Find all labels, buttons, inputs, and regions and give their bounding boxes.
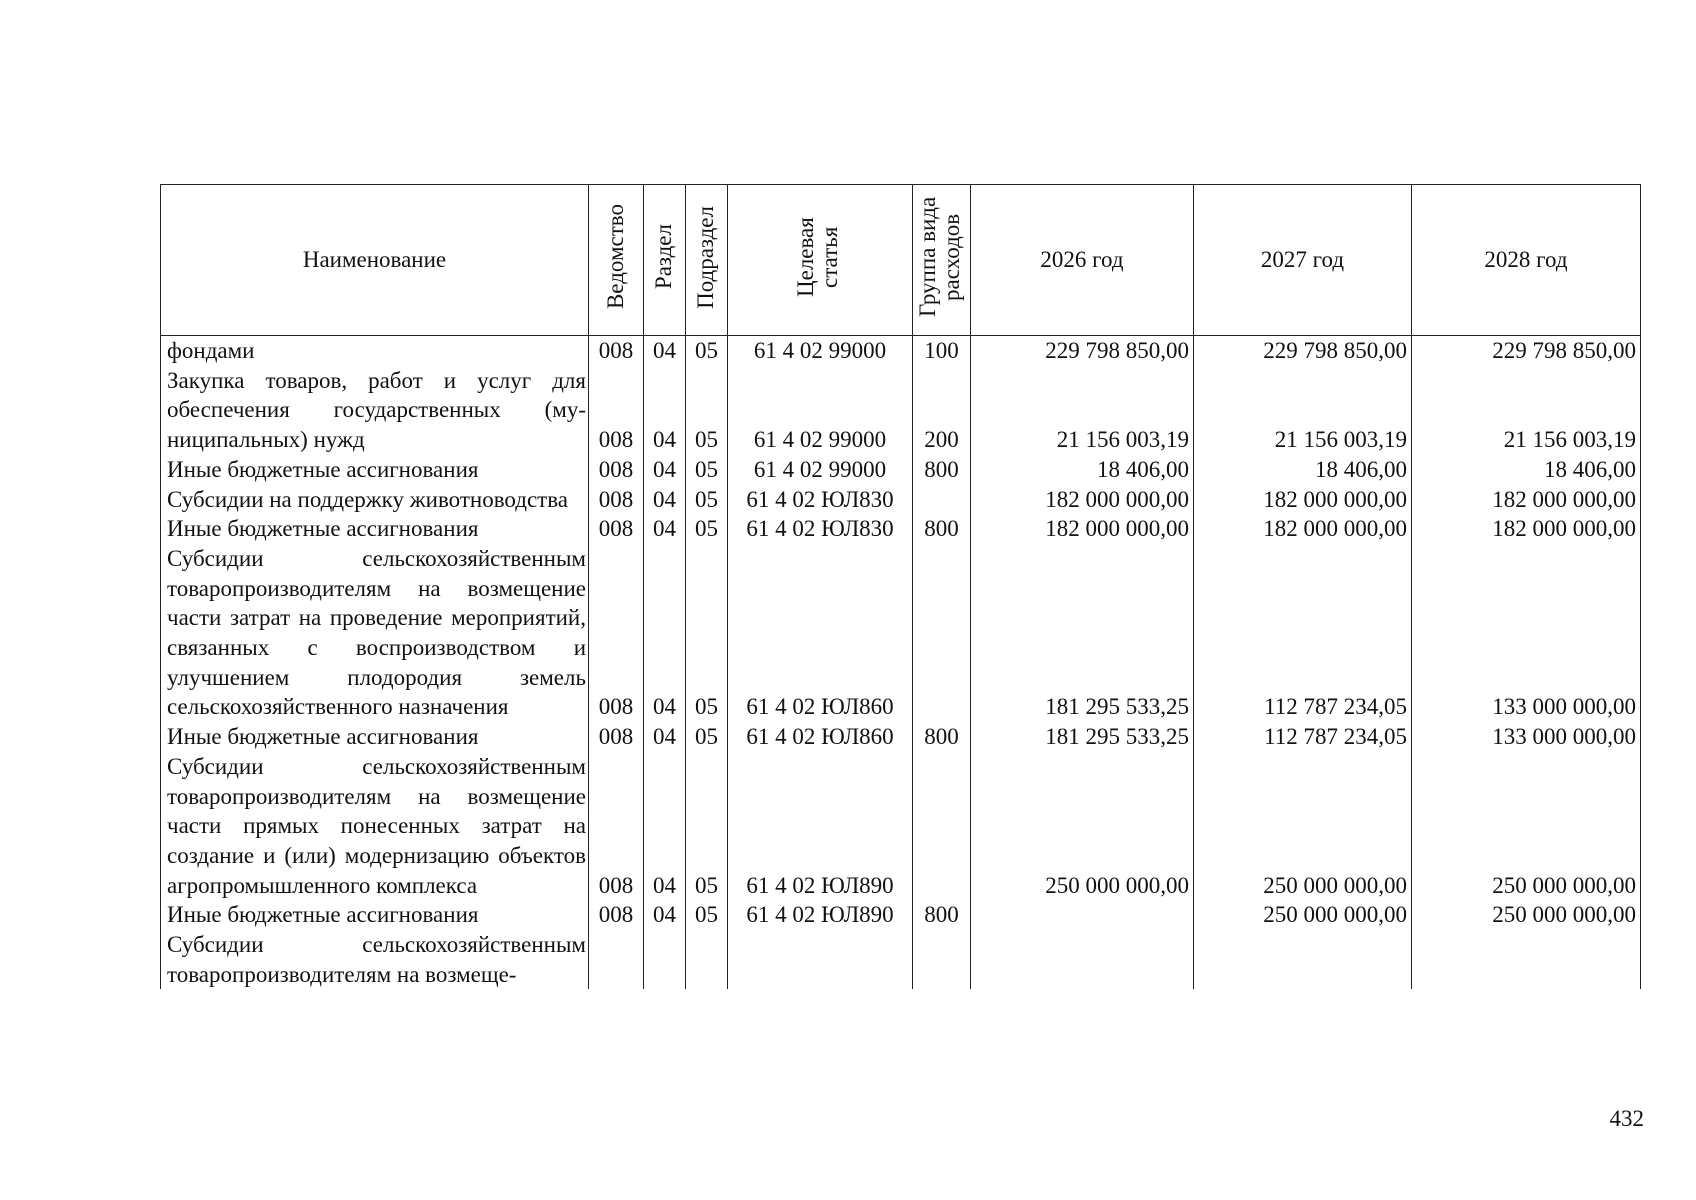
table-header-row bbox=[161, 185, 1641, 336]
table-row bbox=[161, 752, 1641, 901]
row-value-2027: 112 787 234,05 bbox=[1194, 544, 1412, 722]
header-2027: 2027 год bbox=[1194, 185, 1412, 336]
row-value-2026: 182 000 000,00 bbox=[971, 485, 1194, 515]
row-razdel bbox=[644, 930, 686, 989]
row-vedomstvo: 008 bbox=[589, 722, 644, 752]
header-vedomstvo: Ведомство bbox=[589, 185, 644, 336]
table-row bbox=[161, 336, 1641, 366]
page-number: 432 bbox=[1609, 1106, 1644, 1131]
row-celevaya-statya: 61 4 02 ЮЛ860 bbox=[728, 544, 913, 722]
row-value-2028: 133 000 000,00 bbox=[1412, 544, 1641, 722]
header-razdel: Раздел bbox=[644, 185, 686, 336]
row-podrazdel bbox=[686, 930, 728, 989]
row-gruppa: 800 bbox=[913, 722, 971, 752]
row-value-2028: 182 000 000,00 bbox=[1412, 485, 1641, 515]
header-name: Наименование bbox=[161, 185, 589, 336]
row-razdel: 04 bbox=[644, 752, 686, 901]
row-gruppa: 100 bbox=[913, 336, 971, 366]
row-name: Закупка товаров, работ и услуг для обеспечения государственных (муниципальных) нужд bbox=[161, 366, 589, 455]
row-razdel: 04 bbox=[644, 900, 686, 930]
row-value-2026: 18 406,00 bbox=[971, 455, 1194, 485]
row-podrazdel: 05 bbox=[686, 455, 728, 485]
row-celevaya-statya: 61 4 02 99000 bbox=[728, 366, 913, 455]
row-celevaya-statya bbox=[728, 930, 913, 989]
row-celevaya-statya: 61 4 02 ЮЛ830 bbox=[728, 514, 913, 544]
row-razdel: 04 bbox=[644, 455, 686, 485]
table-row bbox=[161, 514, 1641, 544]
row-gruppa: 200 bbox=[913, 366, 971, 455]
row-value-2026: 182 000 000,00 bbox=[971, 514, 1194, 544]
row-vedomstvo: 008 bbox=[589, 752, 644, 901]
table-row bbox=[161, 544, 1641, 722]
row-value-2026: 181 295 533,25 bbox=[971, 722, 1194, 752]
row-vedomstvo: 008 bbox=[589, 366, 644, 455]
row-gruppa: 800 bbox=[913, 900, 971, 930]
row-podrazdel: 05 bbox=[686, 722, 728, 752]
row-celevaya-statya: 61 4 02 99000 bbox=[728, 455, 913, 485]
row-value-2028: 182 000 000,00 bbox=[1412, 514, 1641, 544]
row-razdel: 04 bbox=[644, 514, 686, 544]
table-row bbox=[161, 455, 1641, 485]
row-vedomstvo bbox=[589, 930, 644, 989]
row-gruppa bbox=[913, 485, 971, 515]
row-value-2027: 21 156 003,19 bbox=[1194, 366, 1412, 455]
row-podrazdel: 05 bbox=[686, 336, 728, 366]
header-2026: 2026 год bbox=[971, 185, 1194, 336]
row-razdel: 04 bbox=[644, 544, 686, 722]
row-name: Иные бюджетные ассигнования bbox=[161, 455, 589, 485]
row-podrazdel: 05 bbox=[686, 514, 728, 544]
row-value-2027 bbox=[1194, 930, 1412, 989]
row-value-2027: 229 798 850,00 bbox=[1194, 336, 1412, 366]
row-celevaya-statya: 61 4 02 ЮЛ890 bbox=[728, 900, 913, 930]
table-row bbox=[161, 485, 1641, 515]
row-vedomstvo: 008 bbox=[589, 900, 644, 930]
row-value-2027: 250 000 000,00 bbox=[1194, 752, 1412, 901]
row-name: Субсидии сельскохозяйственным товаропроизводителям на возмеще- bbox=[161, 930, 589, 989]
row-value-2028: 21 156 003,19 bbox=[1412, 366, 1641, 455]
row-value-2028: 18 406,00 bbox=[1412, 455, 1641, 485]
row-value-2027: 18 406,00 bbox=[1194, 455, 1412, 485]
row-razdel: 04 bbox=[644, 366, 686, 455]
row-gruppa bbox=[913, 544, 971, 722]
row-value-2026: 250 000 000,00 bbox=[971, 752, 1194, 901]
header-2028: 2028 год bbox=[1412, 185, 1641, 336]
row-value-2027: 182 000 000,00 bbox=[1194, 485, 1412, 515]
row-value-2028: 229 798 850,00 bbox=[1412, 336, 1641, 366]
table-row bbox=[161, 366, 1641, 455]
row-value-2026: 181 295 533,25 bbox=[971, 544, 1194, 722]
row-razdel: 04 bbox=[644, 485, 686, 515]
row-value-2027: 182 000 000,00 bbox=[1194, 514, 1412, 544]
row-value-2027: 112 787 234,05 bbox=[1194, 722, 1412, 752]
row-gruppa: 800 bbox=[913, 455, 971, 485]
row-name: фондами bbox=[161, 336, 589, 366]
row-value-2026: 21 156 003,19 bbox=[971, 366, 1194, 455]
row-gruppa bbox=[913, 752, 971, 901]
row-celevaya-statya: 61 4 02 ЮЛ860 bbox=[728, 722, 913, 752]
row-value-2026: 229 798 850,00 bbox=[971, 336, 1194, 366]
row-vedomstvo: 008 bbox=[589, 485, 644, 515]
row-podrazdel: 05 bbox=[686, 485, 728, 515]
row-name: Иные бюджетные ассигнования bbox=[161, 514, 589, 544]
row-value-2028: 250 000 000,00 bbox=[1412, 900, 1641, 930]
row-podrazdel: 05 bbox=[686, 544, 728, 722]
table-row bbox=[161, 722, 1641, 752]
row-podrazdel: 05 bbox=[686, 752, 728, 901]
row-value-2028: 133 000 000,00 bbox=[1412, 722, 1641, 752]
row-value-2026 bbox=[971, 930, 1194, 989]
row-name: Иные бюджетные ассигнования bbox=[161, 900, 589, 930]
row-gruppa bbox=[913, 930, 971, 989]
row-razdel: 04 bbox=[644, 722, 686, 752]
header-gruppa-vida-rashodov: Группа вида расходов bbox=[913, 185, 971, 336]
table-row bbox=[161, 900, 1641, 930]
row-name: Субсидии на поддержку животноводства bbox=[161, 485, 589, 515]
row-razdel: 04 bbox=[644, 336, 686, 366]
row-value-2027: 250 000 000,00 bbox=[1194, 900, 1412, 930]
row-name: Субсидии сельскохозяйственным товаропроизводителям на возмещение части прямых понесенных затрат на создание и (или) модернизацию объектов агропромышленного комплекса bbox=[161, 752, 589, 901]
row-podrazdel: 05 bbox=[686, 900, 728, 930]
header-podrazdel: Подраздел bbox=[686, 185, 728, 336]
row-value-2028 bbox=[1412, 930, 1641, 989]
row-vedomstvo: 008 bbox=[589, 514, 644, 544]
table-row bbox=[161, 930, 1641, 989]
row-vedomstvo: 008 bbox=[589, 544, 644, 722]
row-name: Иные бюджетные ассигнования bbox=[161, 722, 589, 752]
table-body bbox=[161, 336, 1641, 990]
budget-table bbox=[160, 184, 1641, 989]
row-gruppa: 800 bbox=[913, 514, 971, 544]
row-celevaya-statya: 61 4 02 99000 bbox=[728, 336, 913, 366]
row-podrazdel: 05 bbox=[686, 366, 728, 455]
row-name: Субсидии сельскохозяйственным товаропроизводителям на возмещение части затрат на проведение мероприятий, связанных с воспроизводством и улучшением плодородия земель сельскохозяйственного назначения bbox=[161, 544, 589, 722]
header-celevaya-statya: Целевая статья bbox=[728, 185, 913, 336]
row-value-2026 bbox=[971, 900, 1194, 930]
row-vedomstvo: 008 bbox=[589, 455, 644, 485]
row-celevaya-statya: 61 4 02 ЮЛ890 bbox=[728, 752, 913, 901]
row-value-2028: 250 000 000,00 bbox=[1412, 752, 1641, 901]
row-vedomstvo: 008 bbox=[589, 336, 644, 366]
row-celevaya-statya: 61 4 02 ЮЛ830 bbox=[728, 485, 913, 515]
